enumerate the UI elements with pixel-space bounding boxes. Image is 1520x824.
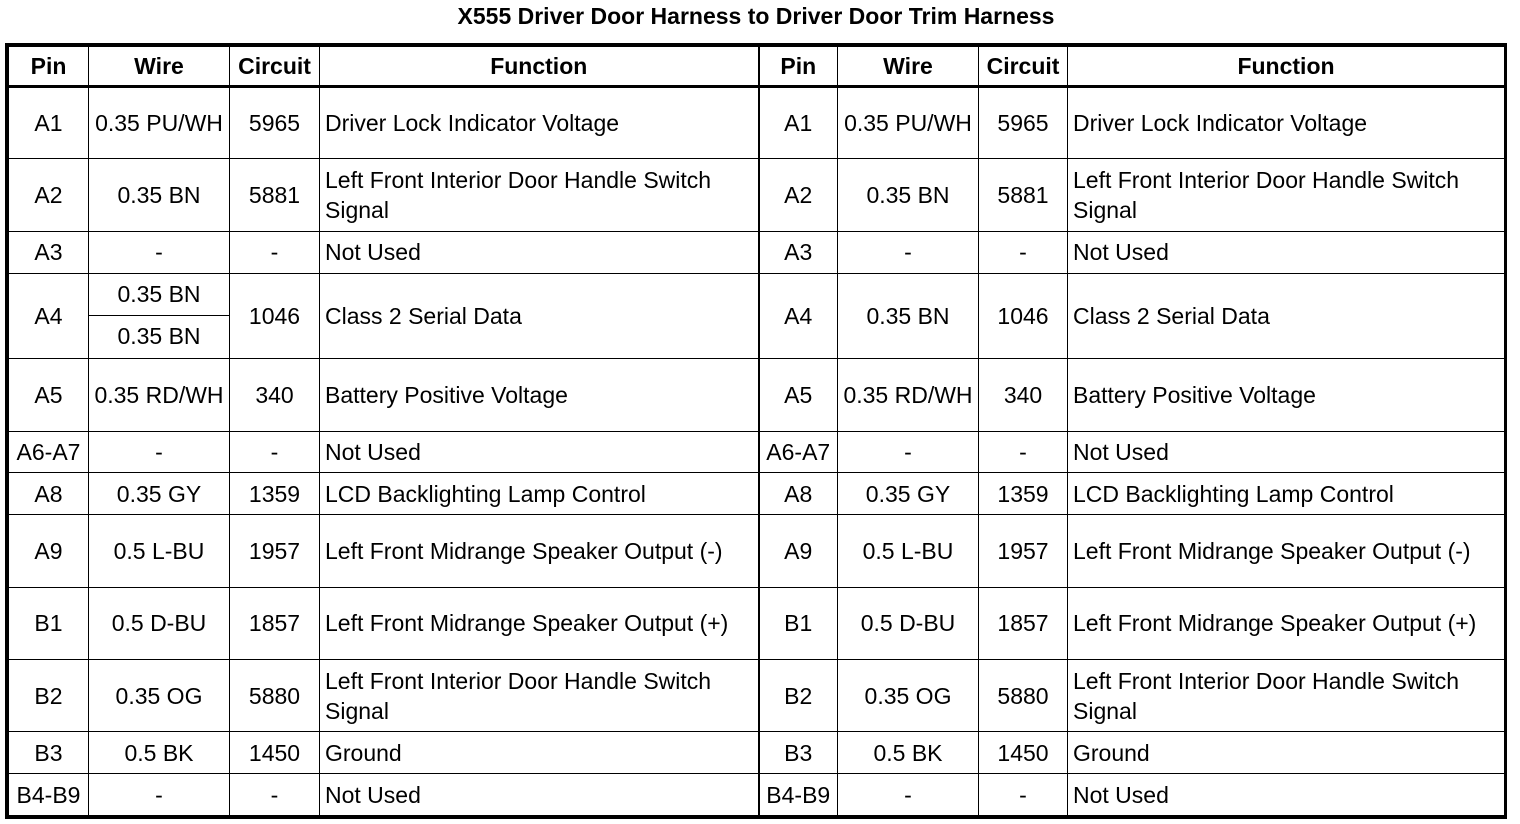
pin-cell: A4 (759, 273, 838, 359)
pin-cell: A4 (9, 273, 89, 359)
pin-cell: A6-A7 (759, 431, 838, 473)
function-cell: Left Front Midrange Speaker Output (-) (320, 515, 759, 587)
function-cell: Ground (1068, 732, 1505, 774)
wire-entry: 0.35 BN (89, 315, 229, 357)
table-row (9, 515, 1505, 587)
function-cell: Battery Positive Voltage (320, 359, 759, 431)
function-cell: Not Used (320, 431, 759, 473)
wire-entry: 0.35 BN (117, 281, 201, 308)
wire-cell: 0.5 BK (89, 732, 230, 774)
pin-cell: B1 (9, 587, 89, 659)
wire-cell: 0.35 PU/WH (89, 87, 230, 159)
table-row (9, 774, 1505, 816)
circuit-cell: 1857 (230, 587, 320, 659)
wire-cell-split (89, 273, 230, 359)
circuit-cell: 1957 (230, 515, 320, 587)
wire-cell: 0.35 BN (838, 159, 979, 231)
wire-cell: 0.5 BK (838, 732, 979, 774)
function-cell: Not Used (1068, 431, 1505, 473)
document-title: X555 Driver Door Harness to Driver Door Trim Harness (457, 3, 1055, 29)
pin-cell: A9 (9, 515, 89, 587)
circuit-cell: - (979, 231, 1068, 273)
function-cell: Ground (320, 732, 759, 774)
pin-cell: B4-B9 (9, 774, 89, 816)
table-row (9, 273, 1505, 359)
wire-cell: 0.35 GY (838, 473, 979, 515)
wire-cell: 0.35 RD/WH (89, 359, 230, 431)
function-cell: Left Front Interior Door Handle Switch Signal (1068, 159, 1505, 231)
pin-cell: A1 (9, 87, 89, 159)
function-cell: Left Front Interior Door Handle Switch Signal (320, 159, 759, 231)
pin-cell: A3 (9, 231, 89, 273)
circuit-cell: 5880 (230, 659, 320, 731)
function-cell: Not Used (320, 774, 759, 816)
wire-cell: - (89, 774, 230, 816)
pin-cell: A6-A7 (9, 431, 89, 473)
function-cell: Not Used (1068, 231, 1505, 273)
wire-cell: - (89, 231, 230, 273)
function-cell: Battery Positive Voltage (1068, 359, 1505, 431)
table-row (9, 359, 1505, 431)
wire-cell: 0.5 D-BU (838, 587, 979, 659)
table-row (9, 587, 1505, 659)
wire-cell: 0.5 D-BU (89, 587, 230, 659)
circuit-cell: 1957 (979, 515, 1068, 587)
pin-cell: B2 (9, 659, 89, 731)
circuit-cell: - (230, 774, 320, 816)
table-row (9, 732, 1505, 774)
header-wire: Wire (838, 47, 979, 87)
function-cell: LCD Backlighting Lamp Control (320, 473, 759, 515)
function-cell: Not Used (320, 231, 759, 273)
function-cell: LCD Backlighting Lamp Control (1068, 473, 1505, 515)
circuit-cell: 1450 (979, 732, 1068, 774)
wire-cell: - (89, 431, 230, 473)
circuit-cell: - (979, 431, 1068, 473)
header-function: Function (320, 47, 759, 87)
wire-cell: 0.35 GY (89, 473, 230, 515)
pin-cell: B1 (759, 587, 838, 659)
pin-cell: A5 (759, 359, 838, 431)
connector-table-frame (5, 43, 1507, 819)
function-cell: Class 2 Serial Data (320, 273, 759, 359)
header-pin: Pin (9, 47, 89, 87)
wire-cell: 0.5 L-BU (89, 515, 230, 587)
header-function: Function (1068, 47, 1505, 87)
wire-cell: 0.35 PU/WH (838, 87, 979, 159)
pin-cell: A8 (759, 473, 838, 515)
function-cell: Left Front Interior Door Handle Switch Signal (1068, 659, 1505, 731)
function-cell: Left Front Midrange Speaker Output (+) (320, 587, 759, 659)
wire-cell: 0.35 OG (838, 659, 979, 731)
wire-cell: - (838, 431, 979, 473)
table-row (9, 87, 1505, 159)
wire-cell: - (838, 231, 979, 273)
circuit-cell: 1359 (979, 473, 1068, 515)
circuit-cell: 1046 (979, 273, 1068, 359)
circuit-cell: 5881 (230, 159, 320, 231)
header-wire: Wire (89, 47, 230, 87)
table-row (9, 231, 1505, 273)
pin-cell: A8 (9, 473, 89, 515)
wire-cell: 0.35 OG (89, 659, 230, 731)
pin-cell: A9 (759, 515, 838, 587)
header-pin: Pin (759, 47, 838, 87)
circuit-cell: - (979, 774, 1068, 816)
table-row (9, 659, 1505, 731)
pin-cell: B2 (759, 659, 838, 731)
circuit-cell: - (230, 231, 320, 273)
wire-cell: 0.35 RD/WH (838, 359, 979, 431)
function-cell: Not Used (1068, 774, 1505, 816)
wire-cell: - (838, 774, 979, 816)
function-cell: Class 2 Serial Data (1068, 273, 1505, 359)
circuit-cell: 1857 (979, 587, 1068, 659)
pin-cell: A2 (759, 159, 838, 231)
pin-cell: B3 (9, 732, 89, 774)
circuit-cell: 340 (230, 359, 320, 431)
pin-cell: A5 (9, 359, 89, 431)
circuit-cell: 5881 (979, 159, 1068, 231)
pin-cell: A2 (9, 159, 89, 231)
function-cell: Driver Lock Indicator Voltage (1068, 87, 1505, 159)
table-row (9, 473, 1505, 515)
circuit-cell: 1046 (230, 273, 320, 359)
function-cell: Left Front Midrange Speaker Output (-) (1068, 515, 1505, 587)
header-circuit: Circuit (979, 47, 1068, 87)
table-header-row (9, 47, 1505, 87)
circuit-cell: 340 (979, 359, 1068, 431)
circuit-cell: 5880 (979, 659, 1068, 731)
wire-cell: 0.5 L-BU (838, 515, 979, 587)
circuit-cell: 1359 (230, 473, 320, 515)
function-cell: Driver Lock Indicator Voltage (320, 87, 759, 159)
connector-pinout-table (8, 46, 1505, 816)
table-row (9, 159, 1505, 231)
circuit-cell: 5965 (979, 87, 1068, 159)
table-row (9, 431, 1505, 473)
wire-cell: 0.35 BN (89, 159, 230, 231)
circuit-cell: 1450 (230, 732, 320, 774)
circuit-cell: - (230, 431, 320, 473)
pin-cell: A3 (759, 231, 838, 273)
pin-cell: A1 (759, 87, 838, 159)
circuit-cell: 5965 (230, 87, 320, 159)
wire-cell: 0.35 BN (838, 273, 979, 359)
pin-cell: B4-B9 (759, 774, 838, 816)
pin-cell: B3 (759, 732, 838, 774)
function-cell: Left Front Midrange Speaker Output (+) (1068, 587, 1505, 659)
header-circuit: Circuit (230, 47, 320, 87)
function-cell: Left Front Interior Door Handle Switch Signal (320, 659, 759, 731)
